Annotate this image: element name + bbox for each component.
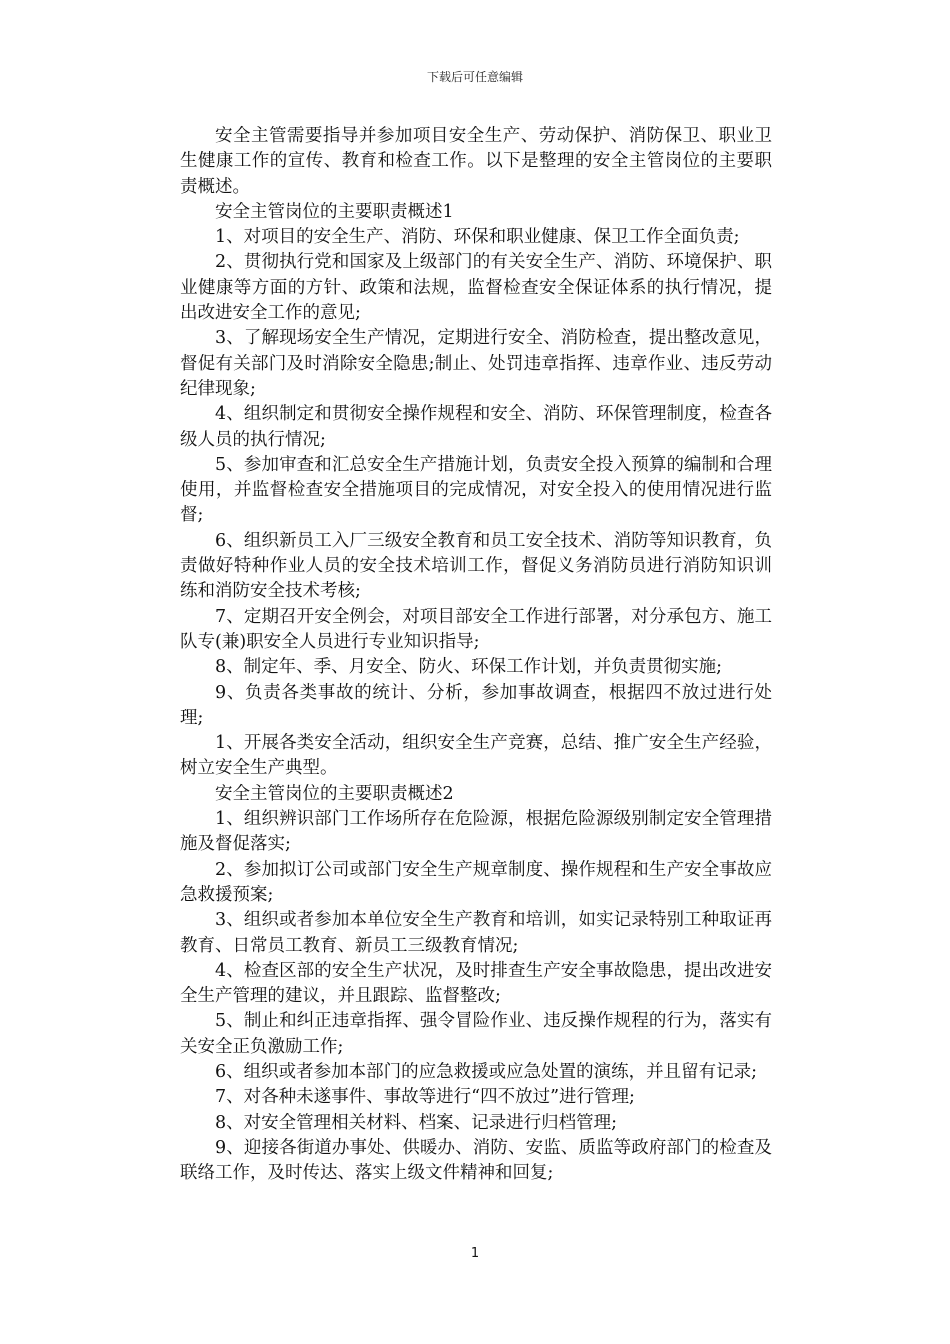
- list-item: 8、对安全管理相关材料、档案、记录进行归档管理;: [215, 1112, 618, 1133]
- list-item: 9、负责各类事故的统计、分析，参加事故调查，根据四不放过进行处理;: [180, 682, 772, 728]
- list-item: 2、贯彻执行党和国家及上级部门的有关安全生产、消防、环境保护、职业健康等方面的方针、政策和法规，监督检查安全保证体系的执行情况，提出改进安全工作的意见;: [180, 252, 772, 324]
- list-item: 6、组织新员工入厂三级安全教育和员工安全技术、消防等知识教育，负责做好特种作业人员的安全技术培训工作，督促义务消防员进行消防知识训练和消防安全技术考核;: [180, 530, 772, 602]
- list-item: 1、对项目的安全生产、消防、环保和职业健康、保卫工作全面负责;: [215, 227, 740, 248]
- list-item: 8、制定年、季、月安全、防火、环保工作计划，并负责贯彻实施;: [215, 657, 723, 678]
- section-heading-2: 安全主管岗位的主要职责概述2: [215, 783, 454, 804]
- list-item: 1、组织辨识部门工作场所存在危险源，根据危险源级别制定安全管理措施及督促落实;: [180, 809, 772, 855]
- list-item: 4、检查区部的安全生产状况，及时排查生产安全事故隐患，提出改进安全生产管理的建议，并且跟踪、监督整改;: [180, 960, 772, 1007]
- document-body: [180, 124, 772, 1186]
- list-item: 4、组织制定和贯彻安全操作规程和安全、消防、环保管理制度，检查各级人员的执行情况;: [180, 404, 772, 450]
- paragraph-intro: 安全主管需要指导并参加项目安全生产、劳动保护、消防保卫、职业卫生健康工作的宣传、教育和检查工作。以下是整理的安全主管岗位的主要职责概述。: [180, 126, 772, 197]
- page-header: 下载后可任意编辑: [426, 70, 523, 84]
- section-heading-1: 安全主管岗位的主要职责概述1: [215, 201, 454, 222]
- list-item: 6、组织或者参加本部门的应急救援或应急处置的演练，并且留有记录;: [215, 1061, 758, 1082]
- list-item: 9、迎接各街道办事处、供暖办、消防、安监、质监等政府部门的检查及联络工作，及时传达、落实上级文件精神和回复;: [180, 1137, 772, 1184]
- list-item: 7、定期召开安全例会，对项目部安全工作进行部署，对分承包方、施工队专(兼)职安全人员进行专业知识指导;: [180, 606, 772, 652]
- list-item: 3、了解现场安全生产情况，定期进行安全、消防检查，提出整改意见，督促有关部门及时消除安全隐患;制止、处罚违章指挥、违章作业、违反劳动纪律现象;: [180, 328, 772, 399]
- list-item: 7、对各种未遂事件、事故等进行“四不放过”进行管理;: [215, 1087, 635, 1108]
- list-item: 5、制止和纠正违章指挥、强令冒险作业、违反操作规程的行为，落实有关安全正负激励工作;: [180, 1011, 772, 1057]
- list-item: 1、开展各类安全活动，组织安全生产竞赛，总结、推广安全生产经验，树立安全生产典型。: [180, 733, 772, 779]
- list-item: 5、参加审查和汇总安全生产措施计划，负责安全投入预算的编制和合理使用，并监督检查安全措施项目的完成情况，对安全投入的使用情况进行监督;: [180, 454, 772, 526]
- list-item: 2、参加拟订公司或部门安全生产规章制度、操作规程和生产安全事故应急救援预案;: [180, 859, 772, 905]
- list-item: 3、组织或者参加本单位安全生产教育和培训，如实记录特别工种取证再教育、日常员工教育、新员工三级教育情况;: [180, 910, 772, 956]
- page-number: 1: [470, 1246, 480, 1261]
